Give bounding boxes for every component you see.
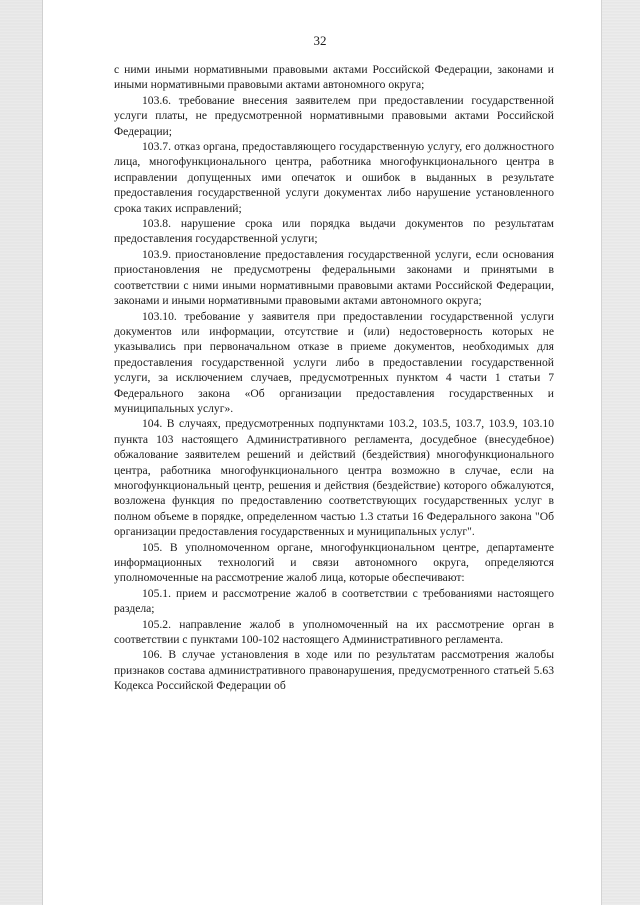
- paragraph-106: 106. В случае установления в ходе или по результатам рассмотрения жалобы признаков состава административного правонарушения, предусмотренного статьей 5.63 Кодекса Российской Федерации об: [114, 648, 554, 693]
- paragraph-105: 105. В уполномоченном органе, многофункциональном центре, департаменте информационных технологий и связи автономного округа, определяются уполномоченные на рассмотрение жалоб лица, которые обеспечивают:: [114, 540, 554, 585]
- paragraph-continuation: с ними иными нормативными правовыми актами Российской Федерации, законами и иными нормативными правовыми актами автономного округа;: [114, 63, 554, 92]
- page-number: 32: [313, 33, 327, 48]
- paragraph-103-7: 103.7. отказ органа, предоставляющего государственную услугу, его должностного лица, многофункционального центра, работника многофункционального центра в исправлении допущенных ими опечаток и ошибок в выданных в результате предоставления государственной услуги документах либо нарушение установленного срока таких исправлений;: [114, 140, 554, 215]
- scan-left-edge: [0, 0, 42, 905]
- document-body: [114, 62, 554, 694]
- paragraph-103-6: 103.6. требование внесения заявителем при предоставлении государственной услуги платы, не предусмотренной нормативными правовыми актами Российской Федерации;: [114, 93, 554, 138]
- scan-right-edge: [602, 0, 640, 905]
- scan-right-divider: [601, 0, 602, 905]
- paragraph-103-8: 103.8. нарушение срока или порядка выдачи документов по результатам предоставления государственной услуги;: [114, 217, 554, 246]
- paragraph-105-2: 105.2. направление жалоб в уполномоченный на их рассмотрение орган в соответствии с пунктами 100-102 настоящего Административного регламента.: [114, 617, 554, 647]
- paragraph-103-9: 103.9. приостановление предоставления государственной услуги, если основания приостановления не предусмотрены федеральными законами и принятыми в соответствии с ними иными нормативными правовыми актами Российской Федерации, законами и иными нормативными правовыми актами автономного округа;: [114, 247, 554, 308]
- scan-left-divider: [42, 0, 43, 905]
- paragraph-103-10: 103.10. требование у заявителя при предоставлении государственной услуги документов или информации, отсутствие и (или) недостоверность которых не указывались при первоначальном отказе в приеме документов, необходимых для предоставления государственной услуги либо в предоставлении государственной услуги, за исключением случаев, предусмотренных пунктом 4 части 1 статьи 7 Федерального закона «Об организации предоставления государственных и муниципальных услуг».: [114, 309, 554, 415]
- paragraph-105-1: 105.1. прием и рассмотрение жалоб в соответствии с требованиями настоящего раздела;: [114, 586, 554, 616]
- paragraph-104: 104. В случаях, предусмотренных подпунктами 103.2, 103.5, 103.7, 103.9, 103.10 пункта 103 настоящего Административного регламента, досудебное (внесудебное) обжалование заявителем решений и действий (бездействия) многофункционального центра, работника многофункционального центра возможно в случае, если на многофункциональный центр, решения и действия (бездействие) которого обжалуются, возложена функция по предоставлению соответствующих государственных услуг в полном объеме в порядке, определенном частью 1.3 статьи 16 Федерального закона "Об организации предоставления государственных и муниципальных услуг".: [114, 417, 554, 539]
